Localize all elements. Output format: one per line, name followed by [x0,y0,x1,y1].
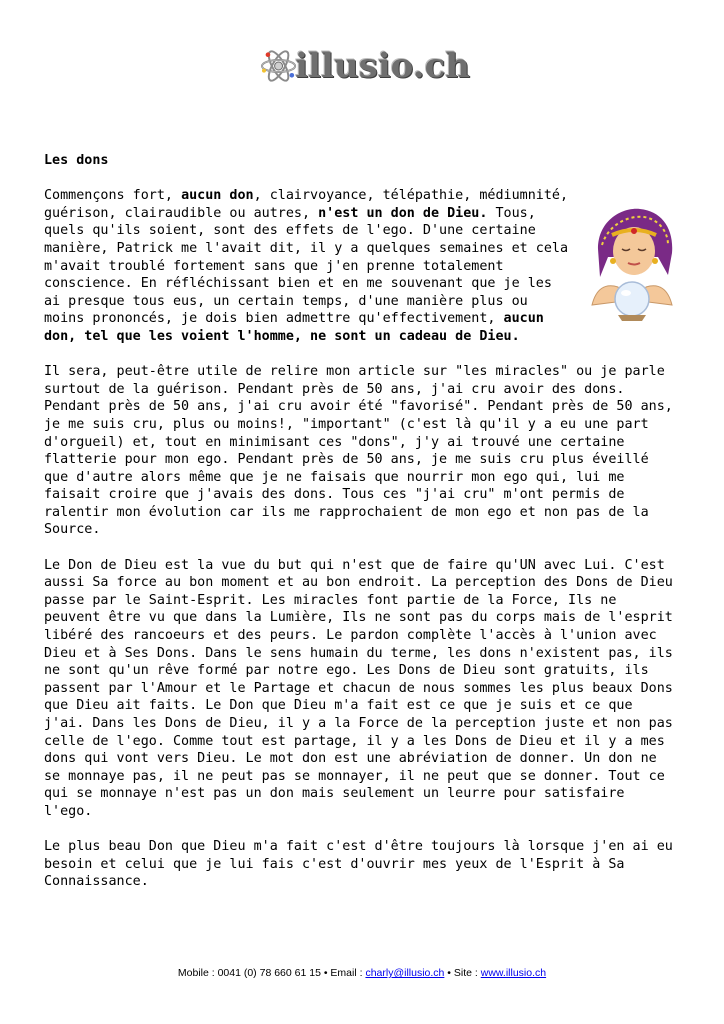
paragraph-text: Tous, quels qu'ils soient, sont des effets de l'ego. D'une certaine manière, Patrick me l'avait dit, il y a quelques semaines et cela m'avait troublé fortement sans que j'en prenne totalement conscience. En réfléchissant bien et en me souvenant que je les ai presque tous eus, un certain temps, d'une manière plus ou moins prononcés, je dois bien admettre qu'effectivement, [44,205,569,327]
page-footer [0,967,724,979]
atom-icon [260,40,297,92]
article [44,152,680,909]
paragraph-don-de-dieu: Le Don de Dieu est la vue du but qui n'est que de faire qu'UN avec Lui. C'est aussi Sa force au bon moment et au bon endroit. La perception des Dons de Dieu passe par le Saint-Esprit. Les miracles font partie de la Force, Ils ne peuvent être vu que dans la Lumière, Ils ne sont pas du corps mais de l'esprit libéré des rancoeurs et des peurs. Le pardon complète l'accès à l'union avec Dieu et à Ses Dons. Dans le sens humain du terme, les dons n'existent pas, ils ne sont qu'un rêve formé par notre ego. Les Dons de Dieu sont gratuits, ils passent par l'Amour et le Partage et chacun de nous sommes les plus beaux Dons que Dieu ait faits. Le Don que Dieu m'a fait est ce que je suis et ce que j'ai. Dans les Dons de Dieu, il y a la Force de la perception juste et non pas celle de l'ego. Comme tout est partage, il y a les Dons de Dieu et il y a mes dons qui vont vers Dieu. Le mot don est une abréviation de donner. Un don ne se monnaye pas, il ne peut pas se monnayer, il ne peut que se donner. Tout ce qui se monnaye n'est pas un don mais seulement un leurre pour satisfaire l'ego. [44,557,673,819]
logo-wordmark: illusio.ch [295,46,470,86]
emphasis-text: aucun don [181,188,254,204]
footer-site-separator: • Site : [444,967,481,979]
footer-email-link[interactable]: charly@illusio.ch [365,967,445,979]
emphasis-text: aucun don, tel que les voient l'homme, ne sont un cadeau de Dieu. [44,311,544,344]
article-title: Les dons [44,153,109,168]
fortune-teller-crystal-ball-icon [584,205,680,323]
paragraph-intro [44,187,680,345]
emphasis-text: n'est un don de Dieu. [318,205,488,221]
paragraph-conclusion: Le plus beau Don que Dieu m'a fait c'est d'être toujours là lorsque j'en ai eu besoin et celui que je lui fais c'est d'ouvrir mes yeux de l'Esprit à Sa Connaissance. [44,839,673,890]
paragraph-text: , clairvoyance, télépathie, médiumnité, guérison, clairaudible ou autres, [44,188,569,221]
footer-contact-text: Mobile : 0041 (0) 78 660 61 15 • Email : [177,967,366,979]
site-logo [260,40,470,92]
paragraph-text: Commençons fort, [44,188,182,204]
paragraph-miracles: Il sera, peut-être utile de relire mon article sur "les miracles" ou je parle surtout de la guérison. Pendant près de 50 ans, j'ai cru avoir des dons. Pendant près de 50 ans, j'ai cru avoir été "favorisé". Pendant près de 50 ans, je me suis cru, plus ou moins!, "important" (c'est là qu'il y a eu une part d'orgueil) et, tout en minimisant ces "dons", j'y ai trouvé une certaine flatterie pour mon ego. Pendant près de 50 ans, je me suis cru plus éveillé que d'autre alors même que je ne faisais que nourrir mon ego qui, lui me faisait croire que j'avais des dons. Tous ces "j'ai cru" m'ont permis de ralentir mon évolution car ils me rapprochaient de mon ego et non pas de la Source. [44,364,673,538]
footer-site-link[interactable]: www.illusio.ch [480,967,547,979]
